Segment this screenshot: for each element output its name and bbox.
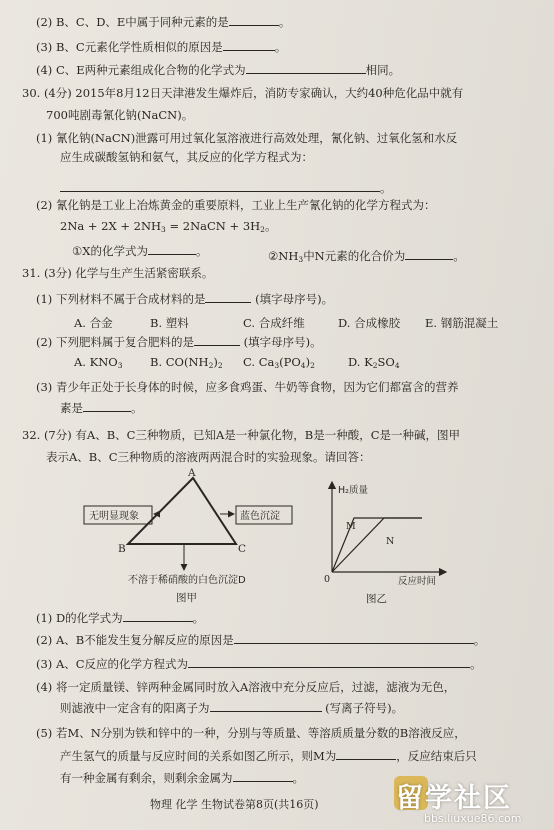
q31-opt1-b: B. 塑料	[150, 316, 189, 330]
q32-p5a: (5) 若M、N分别为铁和锌中的一种，分别与等质量、等溶质质量分数的B溶液反应，	[36, 726, 466, 740]
q29-line3: (3) B、C元素化学性质相似的原因是 。	[36, 40, 287, 54]
q30-sub1: ①X的化学式为 。	[72, 244, 208, 258]
q31-opt1-a: A. 合金	[74, 316, 113, 330]
watermark-url: bbs.liuxue86.com	[424, 812, 522, 825]
q30-head2: 700吨剧毒氰化钠(NaCN)。	[46, 108, 194, 122]
q31-p3b: 素是 。	[60, 401, 143, 415]
q30-equation: $2Na + 2X + 2NH_3$ = 2NaCN + $3H_2$。	[60, 219, 277, 234]
label-n: N	[386, 536, 395, 547]
text-blue-precipitate: 蓝色沉淀	[240, 511, 280, 522]
q32-p5d: 有一种金属有剩余，则剩余金属为 。	[60, 771, 304, 785]
q31-opt2-b: B. $CO(NH_2)_2$	[150, 355, 223, 370]
x-axis-label: 反应时间	[398, 576, 437, 587]
q32-head2: 表示A、B、C三种物质的溶液两两混合时的实验现象。请回答：	[46, 450, 371, 464]
q31-p2: (2) 下列肥料属于复合肥料的是 (填字母序号)。	[36, 335, 322, 349]
q32-p5b: 产生氢气的质量与反应时间的关系如图乙所示，则M为 ，反应结束后只	[60, 749, 477, 763]
q31-opt1-e: E. 钢筋混凝土	[425, 316, 499, 330]
q31-p1: (1) 下列材料不属于合成材料的是 (填字母序号)。	[36, 292, 334, 306]
q31-opt1-c: C. 合成纤维	[243, 316, 305, 330]
q31-opt2-d: D. $K_2SO_4$	[348, 355, 400, 370]
q30-sub2: $②NH_3$中N元素的化合价为 。	[268, 249, 465, 264]
figure-jia	[80, 464, 300, 614]
caption-jia: 图甲	[176, 592, 197, 604]
q30-p1-answer: 。	[60, 180, 392, 195]
q31-opt2-c: C. $Ca_3(PO_4)_2$	[243, 355, 315, 370]
page-footer: 物理 化学 生物试卷第8页(共16页)	[150, 798, 319, 811]
origin-label: 0	[324, 574, 331, 585]
q32-p4b: 则滤液中一定含有的阳离子为 (写离子符号)。	[60, 701, 404, 715]
text-no-phenomenon: 无明显现象	[89, 511, 139, 522]
label-m: M	[346, 521, 356, 532]
q30-p1b: 应生成碳酸氢钠和氨气，其反应的化学方程式为：	[60, 150, 313, 164]
text-white-precipitate: 不溶于稀硝酸的白色沉淀D	[128, 575, 246, 586]
q31-opt2-a: A. $KNO_3$	[74, 355, 123, 370]
figure-yi	[318, 476, 458, 610]
q29-line2: (2) B、C、D、E中属于同种元素的是 。	[36, 15, 291, 29]
q32-head1: 32. (7分) 有A、B、C三种物质，已知A是一种氯化物，B是一种酸，C是一种碱，图甲	[22, 428, 460, 442]
q32-p4a: (4) 将一定质量镁、锌两种金属同时放入A溶液中充分反应后，过滤，滤液为无色，	[36, 680, 456, 694]
q32-p1: (1) D的化学式为 。	[36, 611, 205, 625]
q31-opt1-d: D. 合成橡胶	[338, 316, 401, 330]
watermark-brand: 留学社区	[396, 783, 512, 814]
q30-p2a: (2) 氰化钠是工业上冶炼黄金的重要原料，工业上生产氰化钠的化学方程式为：	[36, 198, 436, 212]
y-axis-label: H₂质量	[338, 485, 368, 496]
label-b: B	[118, 543, 126, 555]
q32-p2: (2) A、B不能发生复分解反应的原因是 。	[36, 633, 486, 647]
q31-p3a: (3) 青少年正处于长身体的时候，应多食鸡蛋、牛奶等食物，因为它们都富含的营养	[36, 380, 459, 394]
q30-head1: 30. (4分) 2015年8月12日天津港发生爆炸后，消防专家确认，大约40种危化品中就有	[22, 86, 464, 100]
caption-yi: 图乙	[366, 593, 387, 605]
triangle-abc	[128, 478, 236, 544]
label-a: A	[188, 467, 196, 479]
label-c: C	[238, 543, 247, 555]
q31-head: 31. (3分) 化学与生产生活紧密联系。	[22, 266, 214, 280]
q32-p3: (3) A、C反应的化学方程式为 。	[36, 657, 482, 671]
q29-line4: (4) C、E两种元素组成化合物的化学式为 相同。	[36, 63, 401, 77]
q30-p1a: (1) 氰化钠(NaCN)泄露可用过氧化氢溶液进行高效处理，氰化钠、过氧化氢和水反	[36, 131, 458, 145]
